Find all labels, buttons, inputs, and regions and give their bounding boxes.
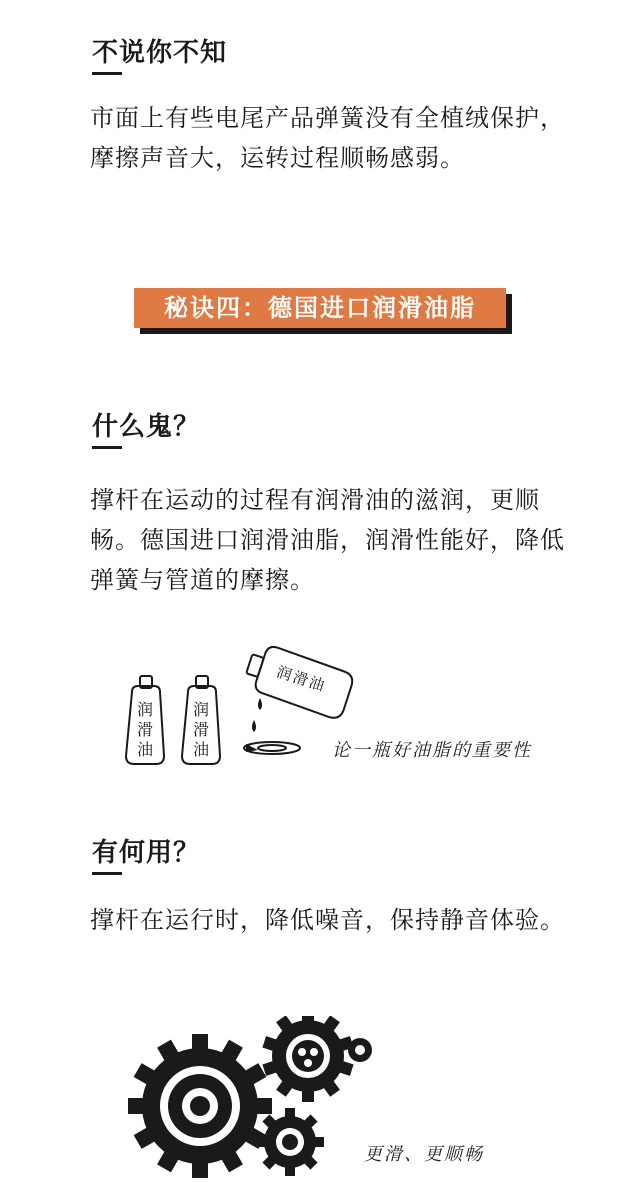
bottle-label: 润 滑 油 — [136, 700, 153, 759]
section-body-not-know: 市面上有些电尾产品弹簧没有全植绒保护，摩擦声音大，运转过程顺畅感弱。 — [90, 104, 565, 172]
secret-four-banner: 秘诀四：德国进口润滑油脂 — [134, 288, 506, 328]
tilted-bottle-label: 润滑油 — [274, 662, 329, 696]
heading-underline — [92, 446, 122, 449]
oil-bottles-illustration — [120, 636, 580, 776]
heading-underline — [92, 872, 122, 875]
section-body-what: 撑杆在运动的过程有润滑油的滋润，更顺畅。德国进口润滑油脂，润滑性能好，降低弹簧与管道的摩擦。 — [90, 486, 565, 594]
gears-drawing — [120, 1016, 560, 1186]
bottle-label: 润 滑 油 — [192, 700, 209, 759]
section-heading-use: 有何用？ — [92, 838, 201, 868]
section-body-use: 撑杆在运行时，降低噪音，保持静音体验。 — [90, 906, 565, 934]
section-heading-what: 什么鬼？ — [92, 412, 201, 442]
oil-caption: 论一瓶好油脂的重要性 — [332, 740, 532, 761]
gear-caption: 更滑、更顺畅 — [364, 1144, 484, 1165]
heading-underline — [92, 72, 122, 75]
section-heading-not-know: 不说你不知 — [92, 38, 228, 68]
gears-illustration — [120, 1016, 560, 1186]
